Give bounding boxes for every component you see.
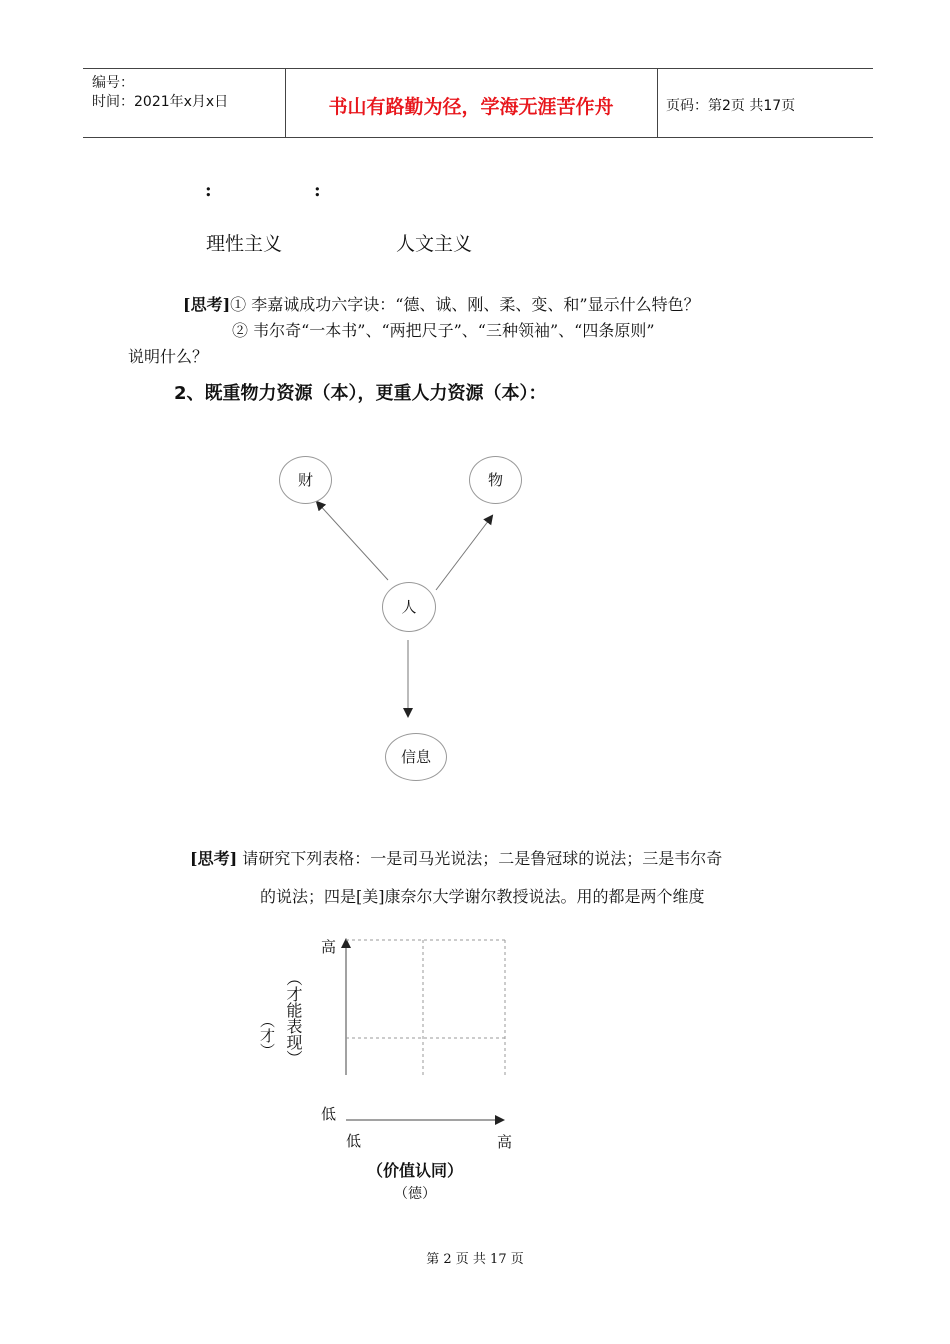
- number-label: 编号：: [92, 75, 134, 91]
- think1-line3: 说明什么？: [128, 347, 209, 366]
- node-wealth-label: 财: [297, 471, 313, 489]
- y-axis-subtitle: （才）: [258, 1013, 276, 1058]
- think2-tag: [思考]: [190, 849, 238, 868]
- node-info-label: 信息: [400, 748, 431, 766]
- think2-line2: 的说法；四是[美]康奈尔大学谢尔教授说法。用的都是两个维度: [260, 887, 705, 906]
- section2-heading: 2、既重物力资源（本），更重人力资源（本）：: [174, 383, 547, 404]
- colon-right: :: [314, 180, 321, 201]
- think2-text1: 请研究下列表格：一是司马光说法；二是鲁冠球的说法；三是韦尔奇: [242, 849, 723, 868]
- think1-line2: ② 韦尔奇“一本书”、“两把尺子”、“三种领袖”、“四条原则”: [232, 321, 655, 340]
- think1-text1: ① 李嘉诚成功六字诀：“德、诚、刚、柔、变、和”显示什么特色？: [230, 295, 700, 314]
- page-footer: 第 2 页 共 17 页: [426, 1252, 524, 1267]
- time-label: 时间：2021年x月x日: [92, 94, 229, 110]
- think1-tag: [思考]: [183, 295, 231, 314]
- term-humanism: 人文主义: [396, 233, 473, 255]
- y-high-label: 高: [321, 938, 337, 956]
- term-rationalism: 理性主义: [206, 233, 283, 255]
- x-high-label: 高: [497, 1133, 513, 1151]
- y-axis-title: （才能表现）: [284, 970, 303, 1066]
- y-low-label: 低: [321, 1105, 337, 1123]
- motto: 书山有路勤为径，学海无涯苦作舟: [328, 96, 614, 118]
- x-low-label: 低: [346, 1132, 362, 1150]
- node-person-label: 人: [401, 598, 417, 616]
- x-axis-title: （价值认同）: [366, 1161, 463, 1180]
- colon-left: :: [205, 180, 212, 201]
- x-axis-subtitle: （德）: [394, 1186, 436, 1202]
- quadrant-lines: [346, 940, 505, 1075]
- page-info: 页码：第2页 共17页: [666, 98, 796, 114]
- node-things-label: 物: [487, 471, 503, 489]
